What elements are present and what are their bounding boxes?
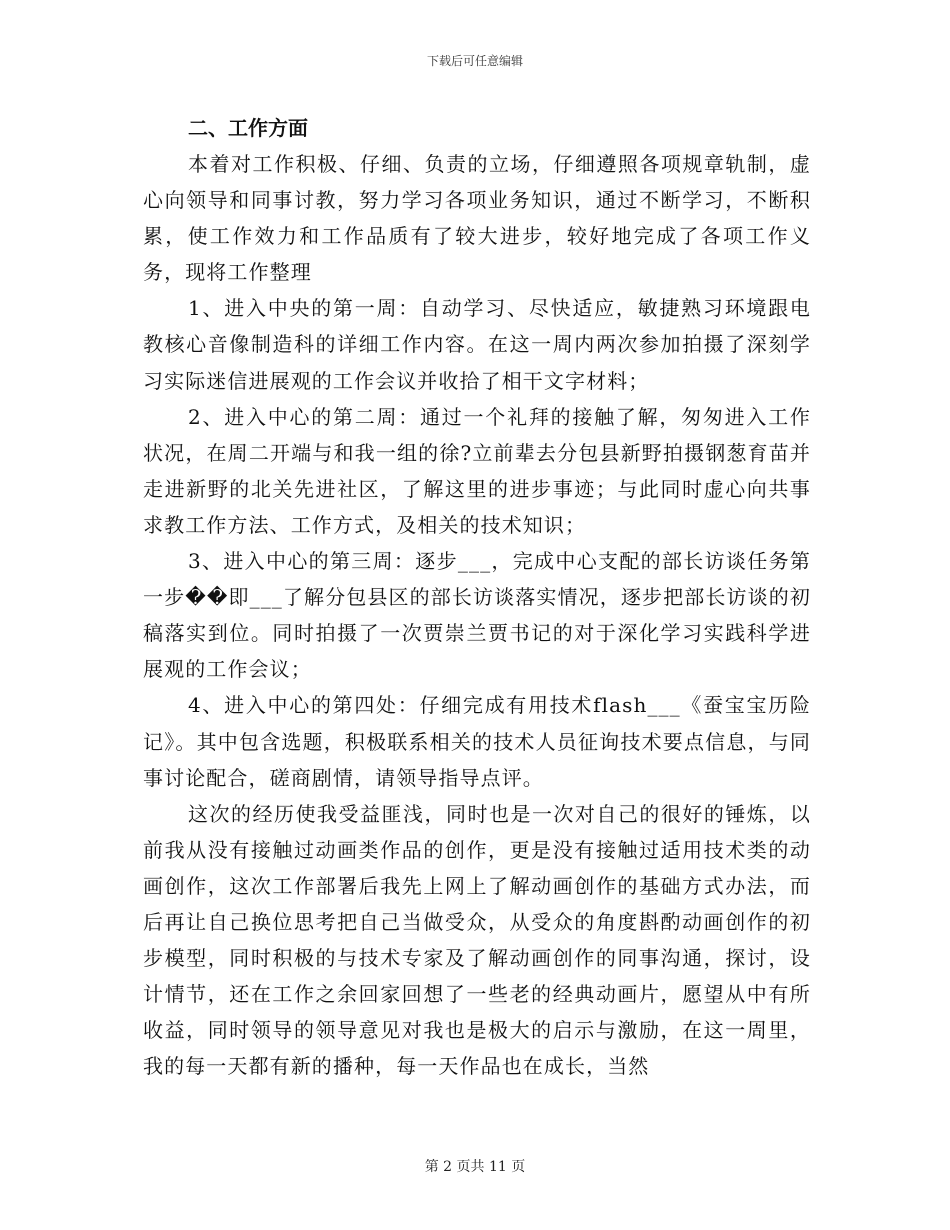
paragraph-week-4: 4、进入中心的第四处：仔细完成有用技术flash___《蚕宝宝历险记》。其中包含选题，积极联系相关的技术人员征询技术要点信息，与同事讨论配合，磋商剧情，请领导指导点评。: [143, 693, 811, 790]
page-header: 下载后可任意编辑: [426, 54, 523, 68]
document-body: [143, 110, 811, 1084]
section-heading: 二、工作方面: [188, 116, 308, 140]
paragraph-intro: 本着对工作积极、仔细、负责的立场，仔细遵照各项规章轨制，虚心向领导和同事讨教，努力学习各项业务知识，通过不断学习，不断积累，使工作效力和工作品质有了较大进步，较好地完成了各项工作义务，现将工作整理: [143, 152, 811, 285]
paragraph-reflection: 这次的经历使我受益匪浅，同时也是一次对自己的很好的锤炼，以前我从没有接触过动画类作品的创作，更是没有接触过适用技术类的动画创作，这次工作部署后我先上网上了解动画创作的基础方式办法，而后再让自己换位思考把自己当做受众，从受众的角度斟酌动画创作的初步模型，同时积极的与技术专家及了解动画创作的同事沟通，探讨，设计情节，还在工作之余回家回想了一些老的经典动画片，愿望从中有所收益，同时领导的领导意见对我也是极大的启示与激励，在这一周里，我的每一天都有新的播种，每一天作品也在成长，当然: [143, 801, 811, 1079]
paragraph-week-3: 3、进入中心的第三周：逐步___，完成中心支配的部长访谈任务第一步��即___了解分包县区的部长访谈落实情况，逐步把部长访谈的初稿落实到位。同时拍摄了一次贾崇兰贾书记的对于深化学习实践科学进展观的工作会议；: [143, 549, 811, 682]
paragraph-week-1: 1、进入中央的第一周：自动学习、尽快适应，敏捷熟习环境跟电教核心音像制造科的详细工作内容。在这一周内两次参加拍摄了深刻学习实际迷信进展观的工作会议并收拾了相干文字材料；: [143, 296, 811, 393]
paragraph-week-2: 2、进入中心的第二周：通过一个礼拜的接触了解，匆匆进入工作状况，在周二开端与和我一组的徐?立前辈去分包县新野拍摄钢葱育苗并走进新野的北关先进社区，了解这里的进步事迹；与此同时虚心向共事求教工作方法、工作方式，及相关的技术知识；: [143, 404, 811, 537]
page-number: 第 2 页共 11 页: [424, 1159, 526, 1175]
